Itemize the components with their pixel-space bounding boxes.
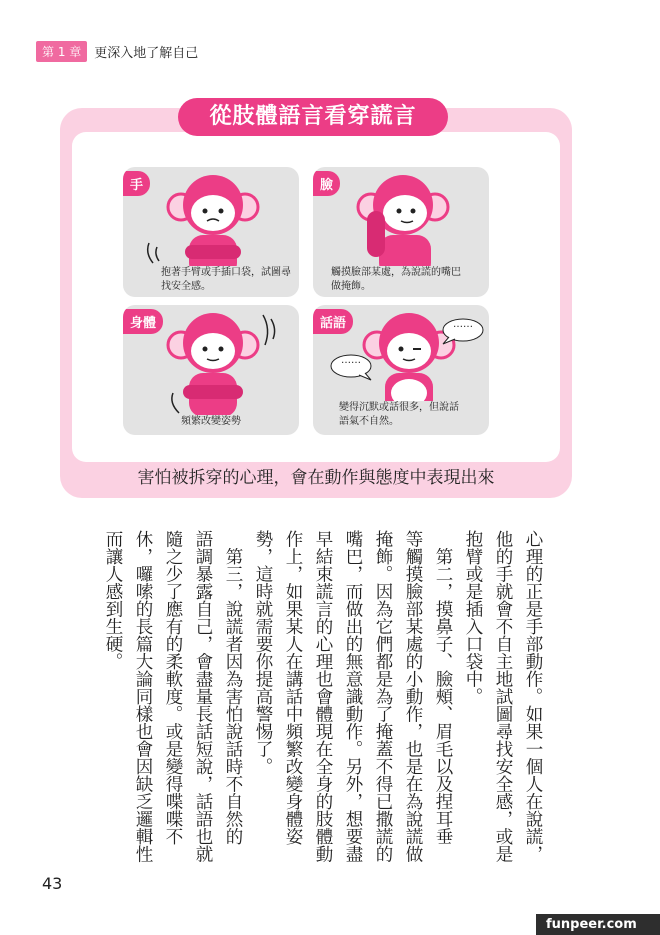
text-column: 嘴巴，而做出的無意識動作。另外，想要盡 [343,530,363,863]
text-column: 掩飾。因為它們都是為了掩蓋不得已撒謊的 [373,530,393,863]
text-column: 第三，說謊者因為害怕說話時不自然的 [223,530,243,845]
text-column: 休，囉嗦的長篇大論同樣也會因缺乏邏輯性 [133,530,153,863]
panel-tag: 臉 [313,171,340,196]
figure-title: 從肢體語言看穿謊言 [178,98,448,136]
panel-caption: 變得沉默或話很多，但說話語氣不自然。 [339,401,467,429]
panel-caption: 觸摸臉部某處，為說謊的嘴巴做掩飾。 [331,267,461,292]
text-column: 作上，如果某人在講話中頻繁改變身體姿 [283,530,303,845]
panel-tag: 話語 [313,309,353,334]
panel-body [123,305,299,435]
text-column: 早結束謊言的心理也會體現在全身的肢體動 [313,530,333,863]
text-column: 他的手就會不自主地試圖尋找安全感，或是 [493,530,513,863]
text-column: 隨之少了應有的柔軟度。或是變得喋喋不 [163,530,183,845]
panel-caption: 抱著手臂或手插口袋，試圖尋找安全感。 [161,267,291,292]
chapter-title: 更深入地了解自己 [94,45,199,61]
text-column: 抱臂或是插入口袋中。 [463,530,483,705]
chapter-header [36,41,198,61]
motion-lines-icon [255,311,285,351]
text-column: 第二，摸鼻子、臉頰、眉毛以及捏耳垂 [433,530,453,845]
chapter-badge: 第 1 章 [36,41,87,62]
panel-face [313,167,489,297]
panel-caption: 頻繁改變姿勢 [181,415,261,429]
panel-speech [313,305,489,435]
motion-lines-icon [143,237,173,267]
text-column: 勢，這時就需要你提高警惕了。 [253,530,273,775]
speech-bubble-text: …… [341,355,361,366]
panel-hands [123,167,299,297]
speech-bubble-text: …… [453,319,473,330]
text-column: 等觸摸臉部某處的小動作，也是在為說謊做 [403,530,423,863]
text-column: 語調暴露自己，會盡量長話短說，話語也就 [193,530,213,863]
monkey-touching-face-icon [353,169,453,277]
text-column: 心理的正是手部動作。如果一個人在說謊， [523,530,543,863]
brand-watermark: funpeer.com [536,914,660,935]
text-column: 而讓人感到生硬。 [103,530,123,670]
figure-summary: 害怕被拆穿的心理，會在動作與態度中表現出來 [137,468,495,488]
panel-tag: 身體 [123,309,163,334]
monkey-arms-crossed-icon [163,169,263,277]
page-number: 43 [42,874,63,893]
panel-tag: 手 [123,171,150,196]
